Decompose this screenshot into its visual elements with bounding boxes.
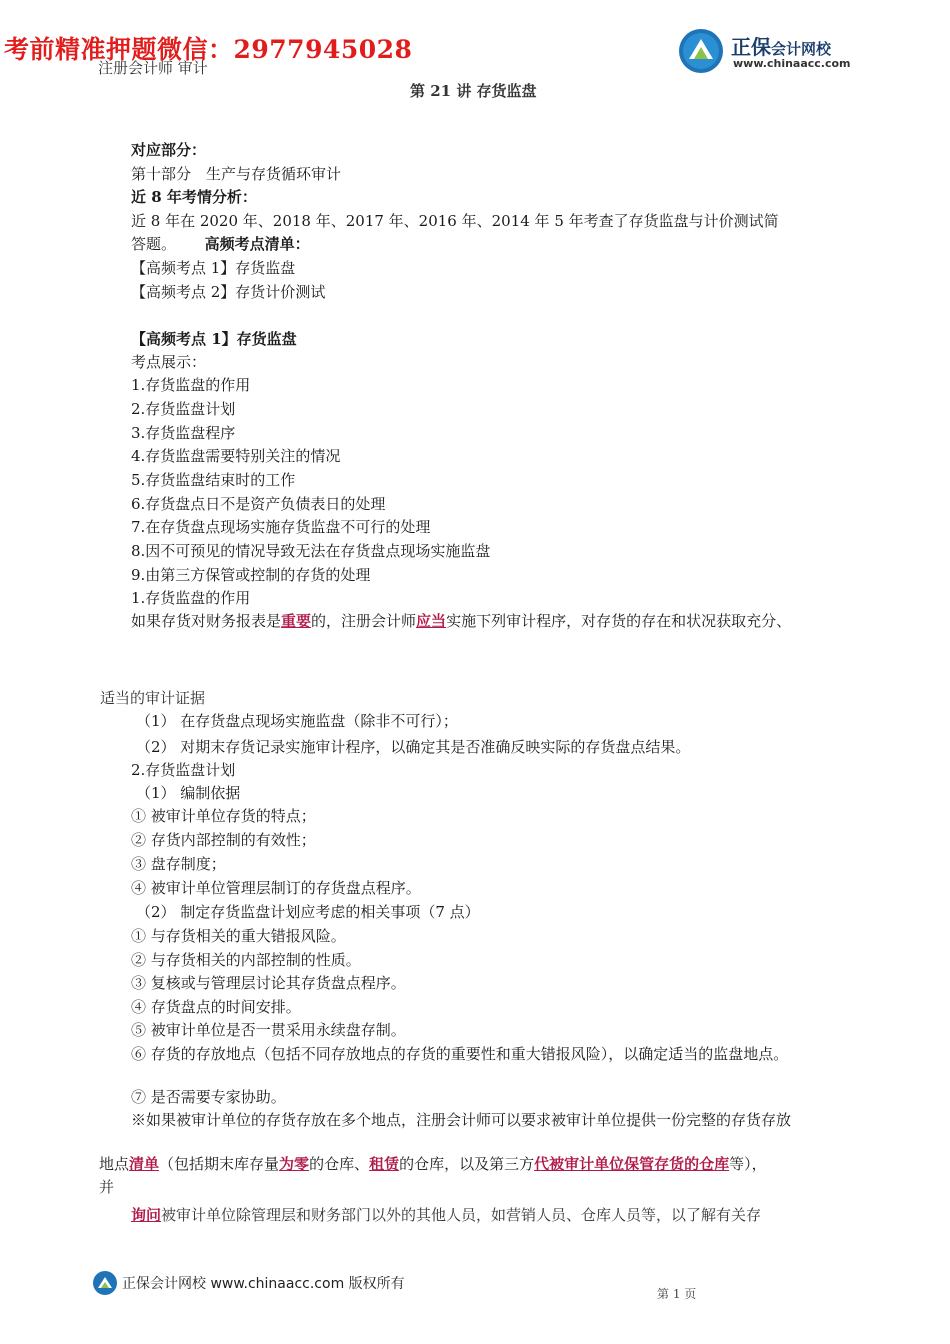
logo-name: 正保 <box>731 35 771 59</box>
basis-item: ④ 被审计单位管理层制订的存货盘点程序。 <box>131 879 421 897</box>
outline-item: 5.存货监盘结束时的工作 <box>131 471 296 489</box>
note-paragraph-cont: 地点清单（包括期末库存量为零的仓库、租赁的仓库，以及第三方代被审计单位保管存货的仓库等）， <box>99 1155 767 1173</box>
analysis-text: 近 8 年在 2020 年、2018 年、2017 年、2016 年、2014 年 5 年考查了存货监盘与计价测试简 <box>131 212 779 230</box>
point-list-item: 【高频考点 2】存货计价测试 <box>131 283 326 301</box>
promo-banner: 考前精准押题微信：2977945028 <box>4 35 413 64</box>
procedure-item: （1） 在存货盘点现场实施监盘（除非不可行）； <box>136 712 458 730</box>
note-paragraph: ※如果被审计单位的存货存放在多个地点，注册会计师可以要求被审计单位提供一份完整的存货存放 <box>131 1111 792 1129</box>
matter-item: ⑦ 是否需要专家协助。 <box>131 1088 286 1106</box>
outline-item: 6.存货盘点日不是资产负债表日的处理 <box>131 495 386 513</box>
logo-url[interactable]: www.chinaacc.com <box>733 57 851 70</box>
clipped-bottom-line: 询问被审计单位除管理层和财务部门以外的其他人员，如营销人员、仓库人员等，以了解有关存 <box>131 1206 762 1224</box>
basis-title: （1） 编制依据 <box>136 784 241 802</box>
footer-logo-icon <box>92 1270 118 1296</box>
running-head-title: 第 21 讲 存货监盘 <box>410 82 537 100</box>
matter-item: ⑤ 被审计单位是否一贯采用永续盘存制。 <box>131 1021 406 1039</box>
matter-item: ⑥ 存货的存放地点（包括不同存放地点的存货的重要性和重大错报风险），以确定适当的监盘地点。 <box>131 1045 789 1063</box>
analysis-text-cont: 答题。 高频考点清单： <box>131 235 310 253</box>
matter-item: ① 与存货相关的重大错报风险。 <box>131 927 346 945</box>
matter-item: ③ 复核或与管理层讨论其存货盘点程序。 <box>131 974 406 992</box>
sub1-paragraph: 如果存货对财务报表是重要的，注册会计师应当实施下列审计程序，对存货的存在和状况获取充分、 <box>131 612 792 630</box>
list-label: 高频考点清单： <box>204 235 310 253</box>
display-label: 考点展示： <box>131 353 207 371</box>
outline-item: 8.因不可预见的情况导致无法在存货盘点现场实施监盘 <box>131 542 491 560</box>
procedure-item: （2） 对期末存货记录实施审计程序，以确定其是否准确反映实际的存货盘点结果。 <box>136 738 691 756</box>
section-label: 对应部分： <box>131 141 207 159</box>
keyword-highlight: 为零 <box>279 1155 310 1173</box>
sub1-title: 1.存货监盘的作用 <box>131 589 251 607</box>
analysis-label: 近 8 年考情分析： <box>131 188 257 206</box>
footer-copyright: 正保会计网校 www.chinaacc.com 版权所有 <box>122 1276 405 1292</box>
keyword-highlight: 重要 <box>281 612 312 630</box>
page-number: 第 1 页 <box>657 1287 697 1301</box>
keyword-highlight: 清单 <box>129 1155 160 1173</box>
footer <box>92 1268 492 1298</box>
section-value: 第十部分 生产与存货循环审计 <box>131 165 342 183</box>
sub2-title: 2.存货监盘计划 <box>131 761 236 779</box>
matter-item: ② 与存货相关的内部控制的性质。 <box>131 951 361 969</box>
basis-item: ① 被审计单位存货的特点； <box>131 807 316 825</box>
outline-item: 1.存货监盘的作用 <box>131 376 251 394</box>
outline-item: 9.由第三方保管或控制的存货的处理 <box>131 566 371 584</box>
keyword-highlight: 租赁 <box>369 1155 400 1173</box>
keyword-highlight: 代被审计单位保管存货的仓库 <box>534 1155 730 1173</box>
outline-item: 7.在存货盘点现场实施存货监盘不可行的处理 <box>131 518 431 536</box>
point-list-item: 【高频考点 1】存货监盘 <box>131 259 296 277</box>
outline-item: 3.存货监盘程序 <box>131 424 236 442</box>
basis-item: ③ 盘存制度； <box>131 855 226 873</box>
basis-item: ② 存货内部控制的有效性； <box>131 831 316 849</box>
outline-item: 4.存货监盘需要特别关注的情况 <box>131 447 341 465</box>
site-logo[interactable] <box>677 27 877 77</box>
note-paragraph-cont2: 并 <box>99 1178 115 1196</box>
point1-title: 【高频考点 1】存货监盘 <box>131 330 297 348</box>
matters-title: （2） 制定存货监盘计划应考虑的相关事项（7 点） <box>136 903 480 921</box>
keyword-highlight: 询问 <box>131 1206 162 1224</box>
outline-item: 2.存货监盘计划 <box>131 400 236 418</box>
sub1-paragraph-cont: 适当的审计证据 <box>100 689 206 707</box>
logo-emblem-icon <box>677 27 725 75</box>
logo-subname: 会计网校 <box>771 40 832 58</box>
keyword-highlight: 应当 <box>416 612 447 630</box>
matter-item: ④ 存货盘点的时间安排。 <box>131 998 301 1016</box>
running-head-left: 注册会计师 审计 <box>98 59 208 77</box>
